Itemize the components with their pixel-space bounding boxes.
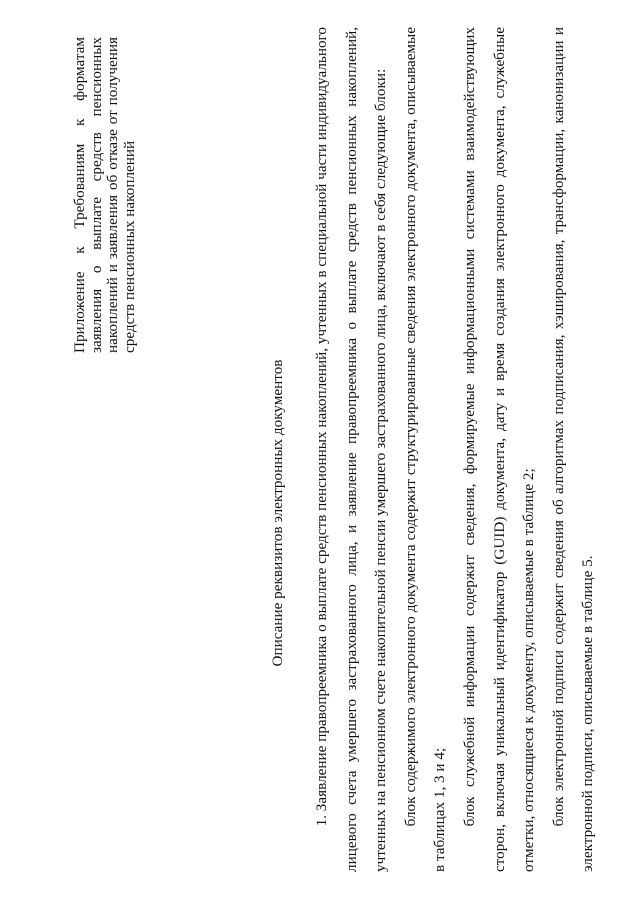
paragraph-signature-block: блок электронной подписи содержит сведения об алгоритмах подписания, хэширования, трансформации, канонизации и электронной подписи, описываемые в таблице 5. (549, 27, 597, 872)
paragraph-service-block: блок служебной информации содержит сведения, формируемые информационными системами взаимодействующих сторон, включая уникальный идентификатор (GUID) документа, дату и время создания электронного документа, служебные отметки, относящиеся к документу, описываемые в таблице 2; (460, 27, 538, 872)
paragraph-content-block: блок содержимого электронного документа содержит структурированные сведения электронного документа, описываемые в таблицах 1, 3 и 4; (401, 27, 449, 872)
document-title: Описание реквизитов электронных документов (269, 359, 286, 667)
paragraph-intro: 1. Заявление правопреемника о выплате средств пенсионных накоплений, учтенных в специальной части индивидуального лицевого счета умершего застрахованного лица, и заявление правопреемника о выплате средств пенсионных накоплений, учтенных на пенсионном счете накопительной пенсии умершего застрахованного лица, включают в себя следующие блоки: (313, 27, 390, 872)
document-body (307, 27, 603, 872)
appendix-header: Приложение к Требованиям к форматам заявления о выплате средств пенсионных накоплений и заявления об отказе от получения средств пенсионных накоплений (71, 37, 138, 353)
